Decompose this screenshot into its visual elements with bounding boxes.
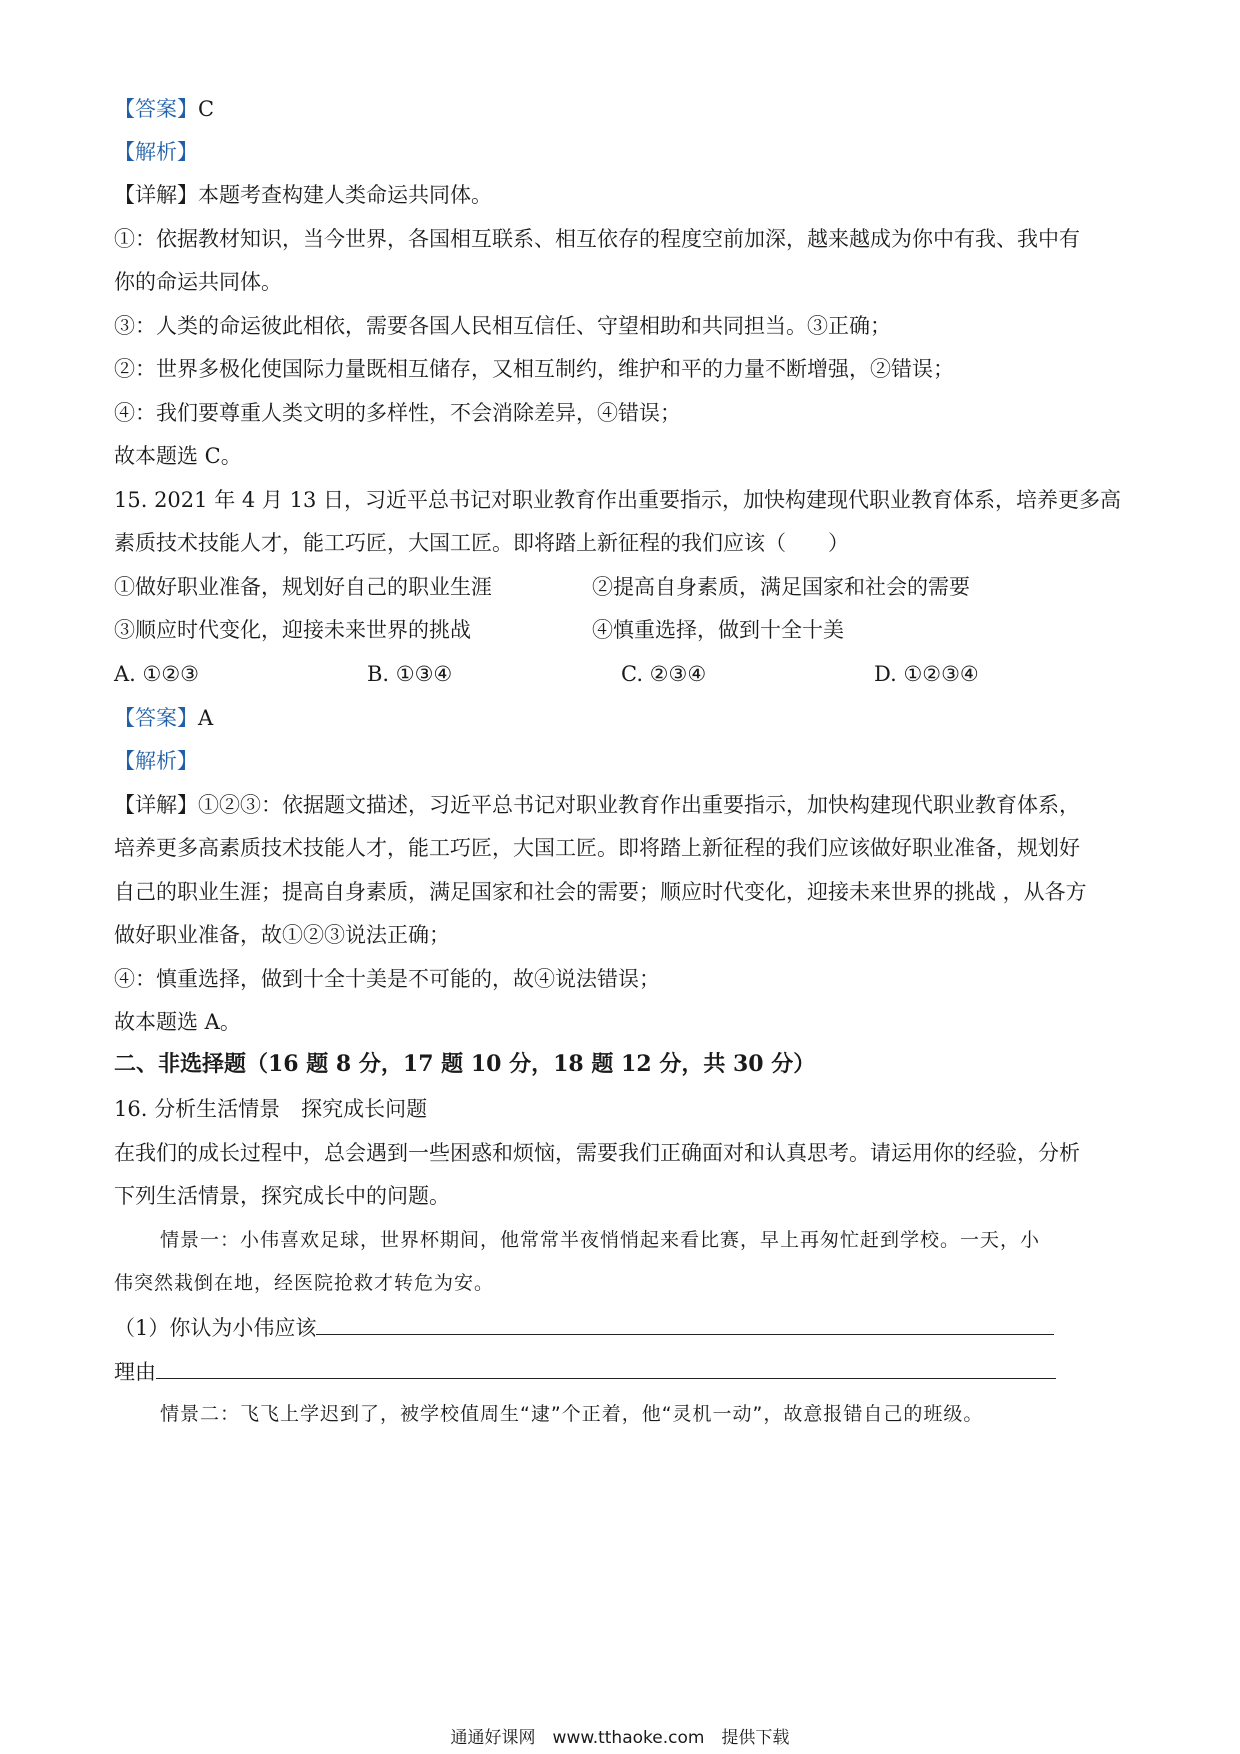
answer-tag: 【答案】 xyxy=(114,97,198,121)
q15-item-4: ④慎重选择，做到十全十美 xyxy=(592,618,844,642)
q15-stem-b: 素质技术技能人才，能工巧匠，大国工匠。即将踏上新征程的我们应该（ ） xyxy=(114,531,849,555)
q14-detail-line xyxy=(114,180,1134,210)
question-label: （1）你认为小伟应该 xyxy=(114,1316,317,1340)
q15-answer-line xyxy=(114,703,1134,733)
reason-blank[interactable] xyxy=(156,1356,1056,1379)
q15-detail-3: 自己的职业生涯；提高自身素质，满足国家和社会的需要；顺应时代变化，迎接未来世界的挑战 ，从各方 xyxy=(114,880,1087,904)
answer-value: A xyxy=(198,706,214,730)
answer-value: C xyxy=(198,97,215,121)
q15-option-d: D. ①②③④ xyxy=(874,662,979,686)
q14-point1-b: 你的命运共同体。 xyxy=(114,270,282,294)
q16-question-1 xyxy=(114,1312,1134,1343)
q15-conclusion: 故本题选 A。 xyxy=(114,1010,241,1034)
q14-conclusion: 故本题选 C。 xyxy=(114,444,242,468)
q15-detail-5: ④：慎重选择，做到十全十美是不可能的，故④说法错误； xyxy=(114,967,660,991)
q14-point1-a: ①：依据教材知识，当今世界，各国相互联系、相互依存的程度空前加深，越来越成为你中有我、我中有 xyxy=(114,227,1080,251)
q15-option-b: B. ①③④ xyxy=(367,662,453,686)
q14-point2: ②：世界多极化使国际力量既相互储存，又相互制约，维护和平的力量不断增强，②错误； xyxy=(114,357,954,381)
q15-detail-1: 【详解】①②③：依据题文描述，习近平总书记对职业教育作出重要指示，加快构建现代职业教育体系， xyxy=(114,793,1080,817)
answer-tag: 【答案】 xyxy=(114,706,198,730)
q16-intro-b: 下列生活情景，探究成长中的问题。 xyxy=(114,1184,450,1208)
q14-answer-line xyxy=(114,94,1134,124)
detail-text: 本题考查构建人类命运共同体。 xyxy=(198,183,492,207)
answer-blank[interactable] xyxy=(316,1312,1054,1335)
section-title: 二、非选择题（16 题 8 分，17 题 10 分，18 题 12 分，共 30 分） xyxy=(114,1051,816,1077)
detail-tag: 【详解】 xyxy=(114,793,198,817)
q14-analysis-tag: 【解析】 xyxy=(114,140,198,164)
q15-option-a: A. ①②③ xyxy=(114,662,199,686)
q16-reason xyxy=(114,1356,1134,1387)
q15-item-2: ②提高自身素质，满足国家和社会的需要 xyxy=(592,575,970,599)
detail-tag: 【详解】 xyxy=(114,183,198,207)
page-footer: 通通好课网 www.tthaoke.com 提供下载 xyxy=(450,1728,790,1748)
q15-item-1: ①做好职业准备，规划好自己的职业生涯 xyxy=(114,575,492,599)
q15-detail-2: 培养更多高素质技术技能人才，能工巧匠，大国工匠。即将踏上新征程的我们应该做好职业准备，规划好 xyxy=(114,836,1080,860)
q14-point3: ③：人类的命运彼此相依，需要各国人民相互信任、守望相助和共同担当。③正确； xyxy=(114,314,891,338)
q15-analysis-tag: 【解析】 xyxy=(114,749,198,773)
q16-intro-a: 在我们的成长过程中，总会遇到一些困惑和烦恼，需要我们正确面对和认真思考。请运用你的经验，分析 xyxy=(114,1141,1080,1165)
q15-item-3: ③顺应时代变化，迎接未来世界的挑战 xyxy=(114,618,471,642)
q16-scene1-b: 伟突然栽倒在地，经医院抢救才转危为安。 xyxy=(114,1272,495,1294)
q16-scene2: 情景二：飞飞上学迟到了，被学校值周生“逮”个正着，他“灵机一动”，故意报错自己的班级。 xyxy=(160,1403,984,1425)
q15-option-c: C. ②③④ xyxy=(621,662,707,686)
q16-title: 16. 分析生活情景 探究成长问题 xyxy=(114,1097,428,1121)
q14-point4: ④：我们要尊重人类文明的多样性，不会消除差异，④错误； xyxy=(114,401,681,425)
reason-label: 理由 xyxy=(114,1360,156,1384)
q16-scene1-a: 情景一：小伟喜欢足球，世界杯期间，他常常半夜悄悄起来看比赛，早上再匆忙赶到学校。一天，小 xyxy=(160,1229,1041,1251)
q15-detail-4: 做好职业准备，故①②③说法正确； xyxy=(114,923,450,947)
q15-stem-a: 15. 2021 年 4 月 13 日，习近平总书记对职业教育作出重要指示，加快构建现代职业教育体系，培养更多高 xyxy=(114,488,1121,512)
